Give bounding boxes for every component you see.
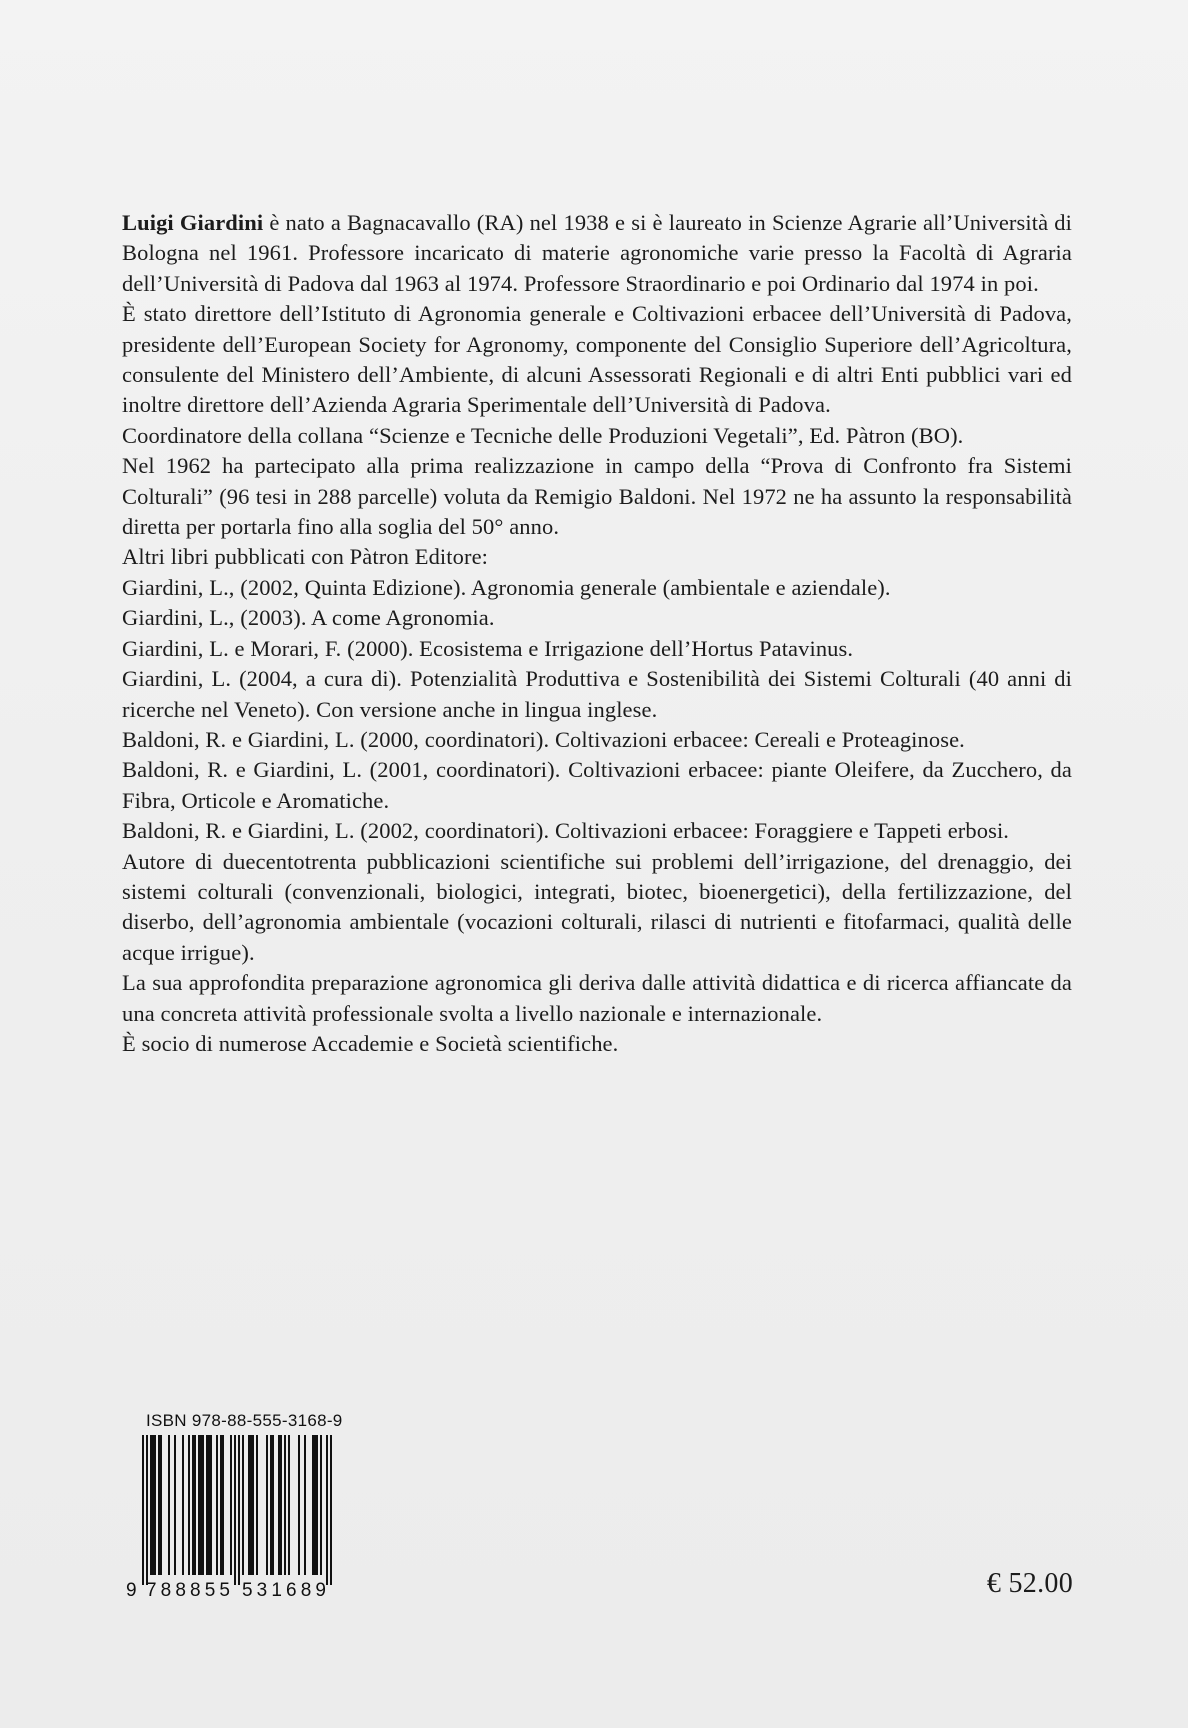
barcode-bar <box>284 1435 286 1575</box>
barcode-icon <box>126 1433 366 1603</box>
barcode-bar <box>320 1435 322 1575</box>
bio-paragraph-publications: Autore di duecentotrenta pubblicazioni scientifiche sui problemi dell’irrigazione, del drenaggio, dei sistemi colturali (convenzionali, biologici, integrati, biotec, bioenergetici), della fertilizzazione, del diserbo, dell’agronomia ambientale (vocazioni colturali, rilasci di nutrienti e fitofarmaci, qualità delle acque irrigue). <box>122 848 1072 965</box>
bio-paragraph-preparation: La sua approfondita preparazione agronomica gli deriva dalle attività didattica e di ricerca affiancate da una concreta attività professionale svolta a livello nazionale e internazionale. <box>122 970 1072 1026</box>
bio-paragraph-roles: È stato direttore dell’Istituto di Agronomia generale e Coltivazioni erbacee dell’Università di Padova, presidente dell’European Society for Agronomy, componente del Consiglio Superiore dell’Agricoltura, consulente del Ministero dell’Ambiente, di alcuni Assessorati Regionali e di altri Enti pubblici vari ed inoltre direttore dell’Azienda Agraria Sperimentale dell’Università di Padova. <box>122 301 1072 418</box>
barcode-bar <box>312 1435 314 1575</box>
barcode-bar <box>160 1435 162 1575</box>
bio-paragraph-academies: È socio di numerose Accademie e Società scientifiche. <box>122 1030 619 1056</box>
barcode-digit-first: 9 <box>126 1580 137 1601</box>
barcode-digits-left: 788855 <box>146 1580 230 1601</box>
barcode-bar <box>142 1435 144 1585</box>
barcode-bar <box>250 1435 252 1575</box>
barcode-bar <box>248 1435 250 1575</box>
barcode-bar <box>200 1435 202 1575</box>
book-entry: Giardini, L., (2003). A come Agronomia. <box>122 605 495 631</box>
barcode-bar <box>272 1435 274 1575</box>
book-entry: Giardini, L. (2004, a cura di). Potenzialità Produttiva e Sostenibilità dei Sistemi Colturali (40 anni di ricerche nel Veneto). Con versione anche in lingua inglese. <box>122 666 1072 722</box>
barcode-bar <box>198 1435 200 1575</box>
barcode-bar <box>220 1435 222 1575</box>
bio-paragraph-intro <box>122 208 1072 299</box>
isbn-label: ISBN 978-88-555-3168-9 <box>146 1411 343 1430</box>
barcode-bar <box>326 1435 328 1585</box>
bio-paragraph-experiment: Nel 1962 ha partecipato alla prima realizzazione in campo della “Prova di Confronto fra Sistemi Colturali” (96 tesi in 288 parcelle) voluta da Remigio Baldoni. Nel 1972 ne ha assunto la responsabilità diretta per portarla fino alla soglia del 50° anno. <box>122 453 1072 540</box>
bio-paragraph-series: Coordinatore della collana “Scienze e Tecniche delle Produzioni Vegetali”, Ed. Pàtron (BO). <box>122 422 964 448</box>
book-entry: Giardini, L. e Morari, F. (2000). Ecosistema e Irrigazione dell’Hortus Patavinus. <box>122 635 854 661</box>
barcode-bar <box>242 1435 244 1575</box>
barcode-bar <box>330 1435 332 1585</box>
barcode-bar <box>210 1435 212 1575</box>
barcode-bar <box>152 1435 154 1575</box>
barcode-bar <box>192 1435 194 1575</box>
book-entry: Giardini, L., (2002, Quinta Edizione). Agronomia generale (ambientale e aziendale). <box>122 574 891 600</box>
barcode-bar <box>252 1435 254 1575</box>
bio-books-heading: Altri libri pubblicati con Pàtron Editore: <box>122 544 489 570</box>
barcode-bar <box>298 1435 300 1575</box>
barcode-bar <box>194 1435 196 1575</box>
barcode-bar <box>158 1435 160 1575</box>
barcode-bar <box>154 1435 156 1575</box>
barcode-bar <box>146 1435 148 1585</box>
barcode-bar <box>256 1435 258 1575</box>
barcode-bar <box>288 1435 290 1575</box>
barcode-bar <box>314 1435 316 1575</box>
barcode-bar <box>168 1435 170 1575</box>
barcode-bar <box>238 1435 240 1585</box>
barcode-bar <box>208 1435 210 1575</box>
book-entry: Baldoni, R. e Giardini, L. (2000, coordinatori). Coltivazioni erbacee: Cereali e Proteaginose. <box>122 726 965 752</box>
barcode-bar <box>182 1435 184 1575</box>
book-entry: Baldoni, R. e Giardini, L. (2001, coordinatori). Coltivazioni erbacee: piante Oleifere, da Zucchero, da Fibra, Orticole e Aromatiche. <box>122 757 1072 813</box>
barcode-bar <box>206 1435 208 1575</box>
barcode-bar <box>278 1435 280 1575</box>
barcode-bar <box>316 1435 318 1575</box>
author-biography <box>122 208 1072 1059</box>
barcode-digits-right: 531689 <box>242 1580 326 1601</box>
barcode-bar <box>188 1435 190 1575</box>
barcode-bar <box>216 1435 218 1575</box>
bio-intro-text: è nato a Bagnacavallo (RA) nel 1938 e si è laureato in Scienze Agrarie all’Università di Bologna nel 1961. Professore incaricato di materie agronomiche varie presso la Facoltà di Agraria dell’Università di Padova dal 1963 al 1974. Professore Straordinario e poi Ordinario dal 1974 in poi. <box>122 210 1072 296</box>
isbn-barcode <box>126 1411 366 1601</box>
barcode-bar <box>222 1435 224 1575</box>
barcode-bar <box>304 1435 306 1575</box>
barcode-bar <box>270 1435 272 1575</box>
barcode-bar <box>280 1435 282 1575</box>
price-label: € 52.00 <box>986 1568 1073 1599</box>
barcode-bar <box>202 1435 204 1575</box>
barcode-bar <box>150 1435 152 1575</box>
book-entry: Baldoni, R. e Giardini, L. (2002, coordinatori). Coltivazioni erbacee: Foraggiere e Tappeti erbosi. <box>122 818 1010 844</box>
author-name: Luigi Giardini <box>122 210 264 235</box>
barcode-bar <box>266 1435 268 1575</box>
barcode-bar <box>174 1435 176 1575</box>
barcode-bar <box>234 1435 236 1585</box>
barcode-bar <box>230 1435 232 1575</box>
